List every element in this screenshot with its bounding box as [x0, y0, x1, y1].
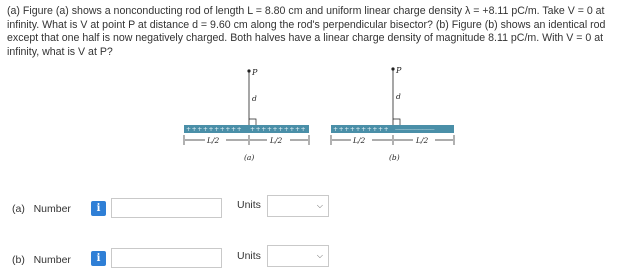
figure-b-right-half-label: L/2 [416, 136, 429, 145]
figure-b-left-half-label: L/2 [353, 136, 366, 145]
figure-a-distance-label: d [252, 94, 257, 103]
question-text: (a) Figure (a) shows a nonconducting rod of length L = 8.80 cm and uniform linear charge density λ = +8.11 pC/m. Take V = 0 at infinity. What is V at point P at distance d = 9.60 cm along the rod's perpendicular bisector? (b) Figure (b) shows an identical rod except that one half is now negatively charged. Both halves have a linear charge density of magnitude 8.11 pC/m. With V = 0 at infinity, what is V at P? [7, 5, 606, 58]
figure-b-right-angle [393, 119, 400, 125]
answer-b-units-select[interactable] [267, 245, 329, 267]
answer-a-label: (a) Number [12, 203, 71, 215]
figure-b [331, 66, 454, 162]
figure-a-left-half-label: L/2 [207, 136, 220, 145]
answer-a-units-select[interactable] [267, 195, 329, 217]
answer-a-info-icon[interactable]: i [91, 201, 106, 216]
figure-a-right-charges: ++++++++++ [250, 126, 307, 133]
figure-a [184, 68, 309, 162]
figure-a-point-label: P [252, 68, 258, 77]
figure-a-right-angle [249, 119, 256, 125]
chevron-down-icon: ⌵ [316, 251, 323, 260]
figure-a-caption: (a) [244, 153, 255, 162]
figure-b-left-charges: ++++++++++ [333, 126, 390, 133]
figure-b-point-label: P [396, 66, 402, 75]
answer-a-units-label: Units [237, 199, 261, 211]
figure-a-right-half-label: L/2 [270, 136, 283, 145]
answer-b-info-icon[interactable]: i [91, 251, 106, 266]
figure-a-left-charges: ++++++++++ [186, 126, 243, 133]
chevron-down-icon: ⌵ [316, 201, 323, 210]
figure-b-right-charges: —————————— [395, 127, 435, 133]
answer-b-number-input[interactable] [111, 248, 222, 268]
figure-b-distance-label: d [396, 92, 401, 101]
answer-b-label: (b) Number [12, 254, 71, 266]
answer-b-units-label: Units [237, 250, 261, 262]
figure-b-caption: (b) [389, 153, 400, 162]
answer-a-number-input[interactable] [111, 198, 222, 218]
